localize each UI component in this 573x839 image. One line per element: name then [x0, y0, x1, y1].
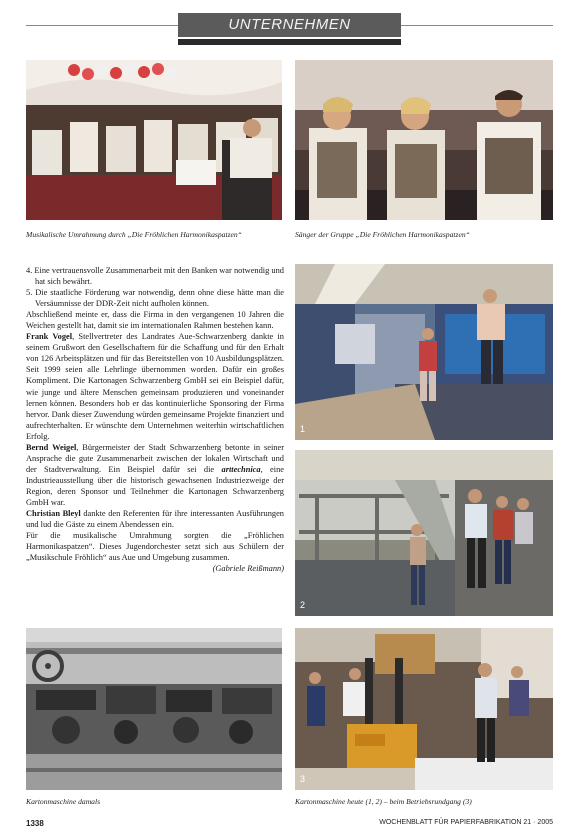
caption-singers: Sänger der Gruppe „Die Fröhlichen Harmonikaspatzen“: [295, 230, 470, 239]
exhibition-name: arttechnica: [221, 464, 261, 474]
header-rule-left: [26, 25, 178, 26]
author-credit: (Gabriele Reißmann): [212, 564, 284, 574]
photo-machine-historic: [26, 628, 282, 790]
photo-machine-today-2: [295, 450, 553, 616]
paragraph-vogel: [26, 331, 284, 441]
paragraph-text: , eine Industrieausstellung über die historisch gewachsenen Industriezweige der Region, deren Sponsor und Teilnehmer die Kartonagen Schwarzenberg GmbH war.: [26, 464, 284, 507]
paragraph-bleyl: [26, 508, 284, 530]
speaker-name: Bernd Weigel: [26, 442, 77, 452]
page-number: 1338: [26, 819, 44, 828]
paragraph-text: , Stellvertreter des Landrates Aue-Schwarzenberg dankte in seinem Grußwort den Gesellschaftern für die Schaffung und für den Erhalt von 126 Arbeitsplätzen und für das Bereitstellen von 10 Ausbildungsplätzen. Seit 1999 seien alle Lehrlinge übernommen worden. Dafür ein großes Kompliment. Die Kartonagen Schwarzenberg GmbH sei ein Beispiel dafür, wie junge und ältere Menschen gemeinsam produzieren und voneinander lernen können. Besonders hob er das kontinuierliche Sponsoring der Firma hervor. Dank dieser Zuwendung würden gemeinsame Projekte finanziert und aufrechterhalten. Er wünschte dem Unternehmen weiterhin wirtschaftlichen Erfolg.: [26, 332, 284, 441]
photo-factory-tour: [295, 628, 553, 790]
speaker-name: Frank Vogel: [26, 332, 73, 342]
paragraph-text: dankte den Referenten für ihre interessanten Ausführungen und lud die Gäste zu einem Abendessen ein.: [26, 509, 284, 530]
section-title: UNTERNEHMEN: [178, 13, 401, 37]
section-title-underbar: [178, 39, 401, 45]
paragraph-text: , Bürgermeister der Stadt Schwarzenberg betonte in seiner Ansprache die gute Zusammenarbeit zwischen der lokalen Wirtschaft und der Stadtverwaltung. Ein Beispiel dafür sei die: [26, 442, 285, 474]
caption-orchestra: Musikalische Umrahmung durch „Die Fröhlichen Harmonikaspatzen“: [26, 230, 242, 239]
photo-orchestra: [26, 60, 282, 220]
photo-number: 2: [300, 600, 306, 610]
caption-modern-machine: Kartonmaschine heute (1, 2) – beim Betriebsrundgang (3): [295, 797, 472, 806]
caption-historic-machine: Kartonmaschine damals: [26, 797, 101, 806]
journal-footer: WOCHENBLATT FÜR PAPIERFABRIKATION 21 · 2005: [379, 819, 553, 826]
paragraph-closing: Abschließend meinte er, dass die Firma in den vergangenen 10 Jahren die Weichen gestellt hat, damit sie im internationalen Rahmen bestehen kann.: [26, 310, 284, 331]
list-item-5: 5. Die staatliche Förderung war notwendig, denn ohne diese hätte man die Versäumnisse der DDR-Zeit nicht aufholen können.: [26, 288, 284, 309]
article-body: [26, 265, 284, 574]
speaker-name: Christian Bleyl: [26, 509, 81, 519]
paragraph-weigel: [26, 442, 284, 508]
paragraph-music: Für die musikalische Umrahmung sorgten die „Fröhlichen Harmonikaspatzen“. Dieses Jugendorchester setzt sich aus Schülern der „Musikschule Fröhlich“ aus Aue und Umgebung zusammen.: [26, 531, 284, 563]
header-rule-right: [401, 25, 553, 26]
photo-number: 1: [300, 424, 306, 434]
photo-number: 3: [300, 774, 306, 784]
list-item-4: 4. Eine vertrauensvolle Zusammenarbeit mit den Banken war notwendig und hat sich bewährt.: [26, 266, 284, 287]
photo-machine-today-1: [295, 264, 553, 440]
photo-singers: [295, 60, 553, 220]
